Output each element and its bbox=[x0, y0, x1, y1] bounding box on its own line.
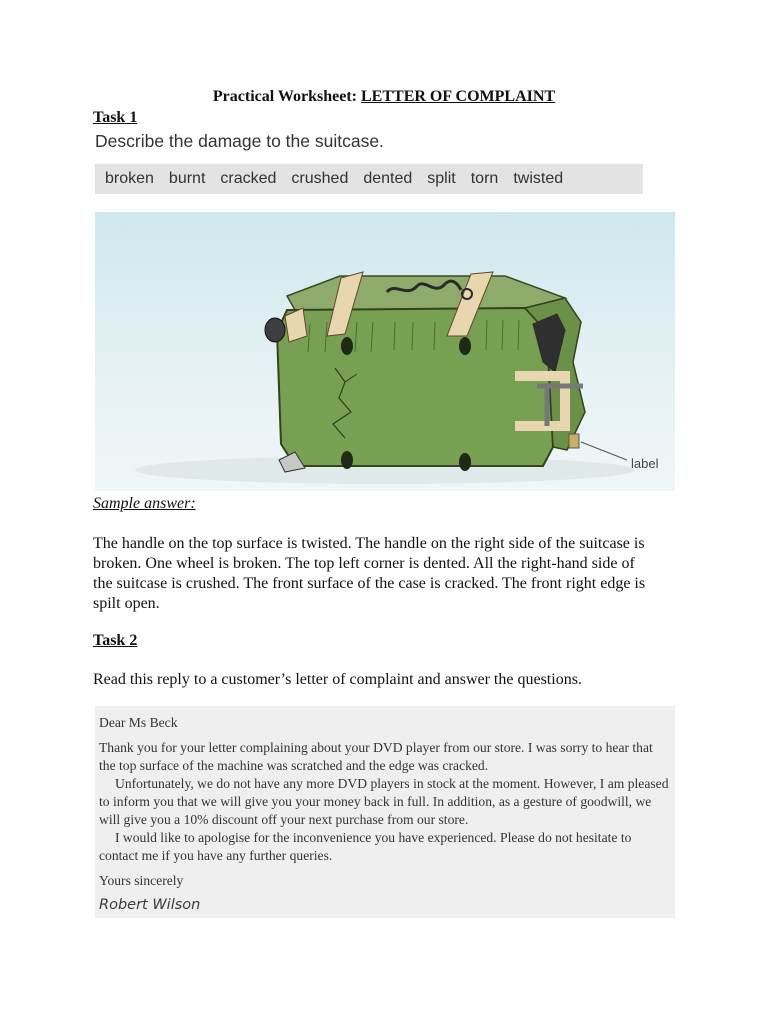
letter-paragraph: Thank you for your letter complaining about your DVD player from our store. I was sorry to hear that the top surface of the machine was scratched and the edge was cracked. bbox=[99, 740, 653, 773]
title-main: LETTER OF COMPLAINT bbox=[361, 88, 556, 105]
word-bank-item: torn bbox=[470, 170, 499, 187]
word-bank-item: twisted bbox=[513, 170, 564, 187]
letter-signature: Robert Wilson bbox=[99, 897, 201, 913]
word-bank-item: burnt bbox=[168, 170, 206, 187]
strap-slot bbox=[341, 337, 353, 355]
word-bank bbox=[95, 164, 643, 194]
word-bank-item: dented bbox=[363, 170, 413, 187]
task1-heading: Task 1 bbox=[93, 109, 138, 126]
word-bank-item: broken bbox=[105, 170, 154, 187]
letter-closing: Yours sincerely bbox=[99, 873, 184, 888]
letter-paragraph: Unfortunately, we do not have any more DVD players in stock at the moment. However, I am pleased to inform you that we will give you your money back in full. In addition, as a gesture of goodwill, we will give you a 10% discount off your next purchase from our store. bbox=[99, 776, 669, 827]
word-bank-item: split bbox=[427, 170, 456, 187]
word-bank-item: crushed bbox=[291, 170, 349, 187]
strap-slot bbox=[459, 337, 471, 355]
title-prefix: Practical Worksheet: bbox=[212, 88, 357, 105]
worksheet-title bbox=[0, 88, 768, 106]
letter-body bbox=[99, 739, 671, 865]
sample-answer-text: The handle on the top surface is twisted. The handle on the right side of the suitcase is broken. One wheel is broken. The top left corner is dented. All the right-hand side of the suitcase is crushed. The front surface of the case is cracked. The front right edge is spilt open. bbox=[93, 535, 646, 612]
reply-letter bbox=[95, 706, 675, 918]
sample-answer-label: Sample answer: bbox=[93, 495, 196, 512]
bottom-slot bbox=[459, 453, 471, 471]
task2-instruction: Read this reply to a customer’s letter of complaint and answer the questions. bbox=[93, 671, 582, 688]
dented-corner-knob bbox=[265, 318, 285, 342]
word-bank-item: cracked bbox=[220, 170, 277, 187]
letter-paragraph: I would like to apologise for the inconvenience you have experienced. Please do not hesitate to contact me if you have any further queries. bbox=[99, 830, 632, 863]
bottom-slot bbox=[341, 451, 353, 469]
task1-prompt: Describe the damage to the suitcase. bbox=[95, 131, 384, 151]
suitcase-front bbox=[277, 308, 553, 466]
tag-label: label bbox=[631, 456, 659, 471]
luggage-tag bbox=[569, 434, 579, 448]
damaged-suitcase-illustration bbox=[95, 212, 675, 491]
task2-heading: Task 2 bbox=[93, 632, 138, 649]
suitcase-top bbox=[287, 276, 565, 310]
letter-salutation: Dear Ms Beck bbox=[99, 715, 178, 730]
tag-pointer-line bbox=[581, 442, 627, 460]
suitcase-drawing bbox=[95, 212, 675, 491]
